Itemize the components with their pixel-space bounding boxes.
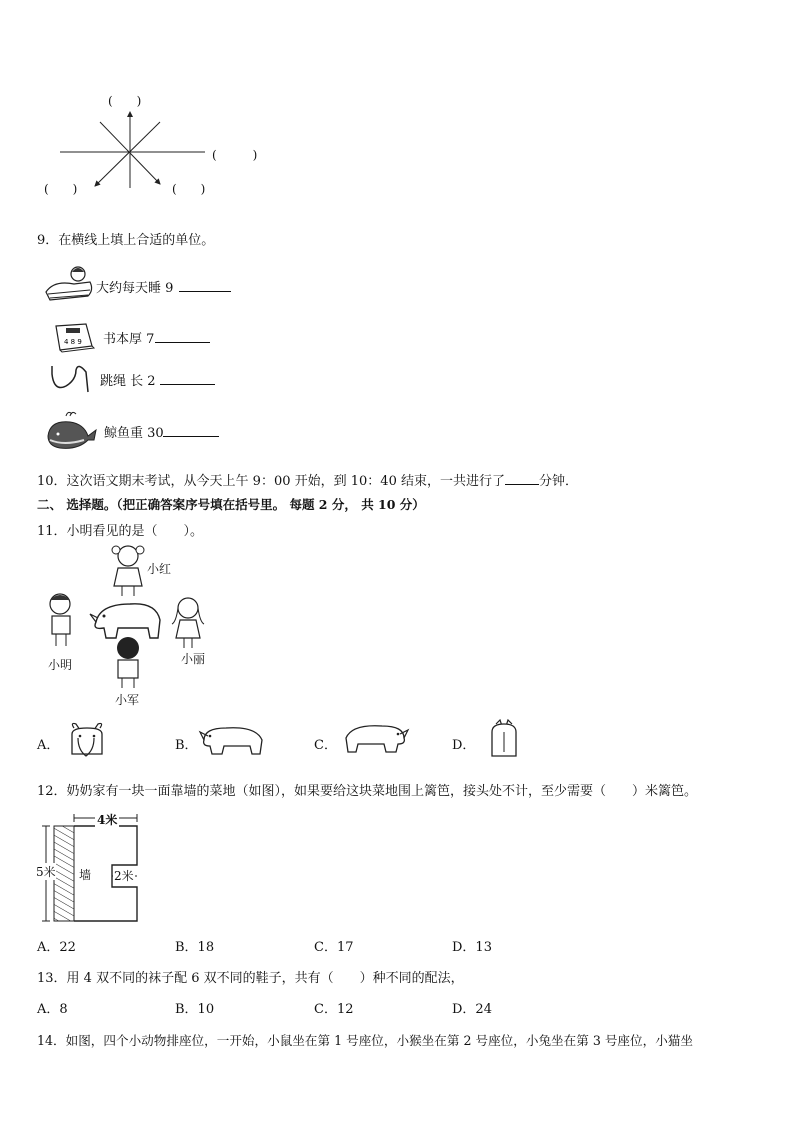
- label-xiaojun: 小军: [115, 693, 140, 707]
- southwest-arrow: [95, 122, 160, 186]
- garden-left-label: 5米: [36, 865, 56, 879]
- svg-text:4 8 9: 4 8 9: [64, 338, 82, 346]
- rhino-left-view-icon: [198, 724, 268, 758]
- compass-blank-bottom-left: ( ): [44, 182, 78, 196]
- q11-option-b[interactable]: B．: [175, 738, 198, 753]
- q12-option-b[interactable]: B．18: [175, 940, 215, 955]
- q9-blank-rope[interactable]: [160, 384, 215, 385]
- girl-xiaoli-figure: [172, 598, 204, 648]
- whale-icon: [44, 410, 98, 452]
- q9-blank-book[interactable]: [155, 342, 210, 343]
- jump-rope-icon: [48, 364, 92, 396]
- compass-blank-right: ( ): [212, 148, 258, 162]
- q11-option-c[interactable]: C．: [314, 738, 337, 753]
- rhino-right-view-icon: [338, 722, 410, 758]
- garden-wall-label: 墙: [79, 868, 92, 882]
- q13-option-c[interactable]: C．12: [314, 1002, 354, 1017]
- q9-item-whale: 鲸鱼重 30: [104, 426, 164, 441]
- compass-blank-top: ( ): [108, 94, 142, 108]
- section2-heading: 二、 选择题。（把正确答案序号填在括号里。 每题 2 分， 共 10 分）: [37, 497, 425, 512]
- q13-option-b[interactable]: B．10: [175, 1002, 215, 1017]
- book-icon: [52, 322, 96, 352]
- label-xiaoming: 小明: [48, 658, 73, 672]
- rhino-figure: [90, 604, 160, 638]
- q10-text-after: 分钟．: [538, 474, 578, 489]
- q9-prompt: 9．在横线上填上合适的单位。: [37, 233, 215, 248]
- q11-option-a[interactable]: A．: [37, 738, 60, 753]
- q12-option-a[interactable]: A．22: [37, 940, 76, 955]
- q12-option-d[interactable]: D．13: [452, 940, 492, 955]
- label-xiaoli: 小丽: [181, 652, 206, 666]
- boy-xiaoming-figure: [50, 594, 70, 646]
- q11-prompt: 11．小明看见的是（ ）。: [37, 524, 204, 539]
- q11-scene: [40, 540, 220, 710]
- wall: [54, 826, 74, 921]
- q9-blank-sleep[interactable]: [179, 291, 231, 292]
- q9-item-rope: 跳绳 长 2: [100, 374, 156, 389]
- q10-line: [37, 470, 578, 489]
- garden-top-label: 4米: [97, 813, 118, 827]
- label-xiaohong: 小红: [147, 562, 172, 576]
- q10-text-before: 10．这次语文期末考试，从今天上午 9：00 开始，到 10：40 结束，一共进行了: [37, 474, 505, 489]
- rhino-back-view-icon: [486, 718, 522, 762]
- q12-option-c[interactable]: C．17: [314, 940, 354, 955]
- sleeping-child-icon: [44, 262, 96, 302]
- q12-prompt: 12．奶奶家有一块一面靠墙的菜地（如图），如果要给这块菜地围上篱笆，接头处不计，至少需要（ ）米篱笆。: [37, 784, 698, 799]
- q11-option-d[interactable]: D．: [452, 738, 476, 753]
- q13-option-a[interactable]: A．8: [37, 1002, 68, 1017]
- boy-xiaojun-figure: [117, 637, 139, 688]
- q9-blank-whale[interactable]: [163, 436, 219, 437]
- q9-item-book: 书本厚 7: [103, 332, 155, 347]
- q14-prompt: 14．如图，四个小动物排座位，一开始，小鼠坐在第 1 号座位，小猴坐在第 2 号座位，小兔坐在第 3 号座位，小猫坐: [37, 1033, 693, 1048]
- girl-xiaohong-figure: [112, 546, 144, 596]
- q10-blank[interactable]: [505, 472, 539, 485]
- compass-blank-bottom-right: ( ): [172, 182, 206, 196]
- rhino-front-view-icon: [64, 720, 110, 760]
- q13-option-d[interactable]: D．24: [452, 1002, 492, 1017]
- q9-item-sleep: 大约每天睡 9: [96, 281, 174, 296]
- q13-prompt: 13．用 4 双不同的袜子配 6 双不同的鞋子，共有（ ）种不同的配法，: [37, 971, 464, 986]
- garden-inner-label: 2米: [114, 869, 134, 883]
